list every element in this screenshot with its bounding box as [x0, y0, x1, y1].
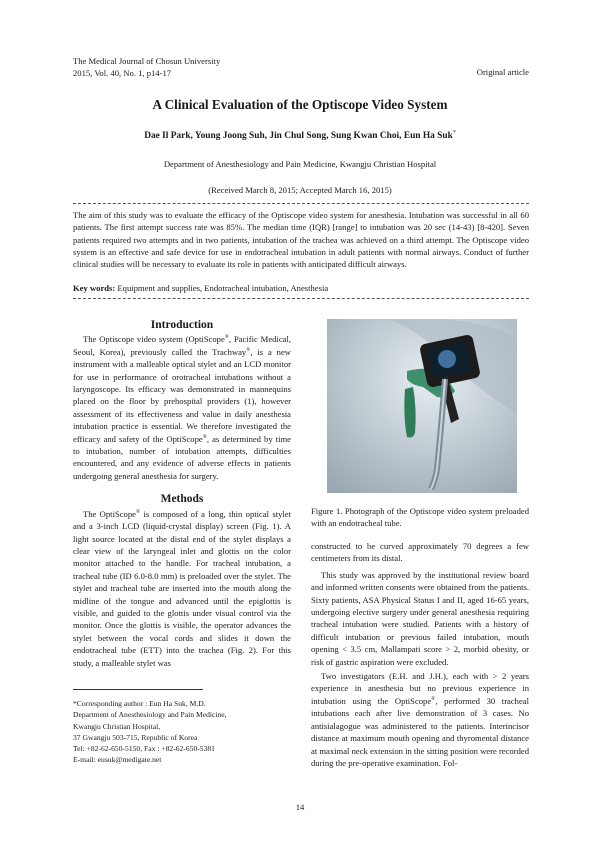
keywords	[73, 283, 529, 293]
intro-heading: Introduction	[150, 319, 214, 331]
abstract: The aim of this study was to evaluate the efficacy of the Optiscope video system for anesthesia. Intubation was successful in all 60 patients. The first attempt success rate was 85%. The median time (IQR) [range] to intubation was 20 sec (14-43) [8-420]. Seven patients required two attempts and in two patients, intubation of the trachea was achieved on a third attempt. The Optiscope video system is an effective and safe device for use in endotracheal intubation in adult patients with normal airways. Conduct of further clinical studies will be necessary to evaluate its role in patients with anticipated difficult airways.	[73, 210, 529, 270]
study-design-paragraph: This study was approved by the institutional review board and informed written consents were obtained from the patients. Sixty patients, ASA Physical Status I and II, aged 16-65 years, undergoing elective surgery under general anesthesia requiring tracheal intubation were studied. Patients with a history of difficult intubation or previous failed intubation, mouth opening < 3.5 cm, Mallampati score > 2, morbid obesity, or risk of gastric aspiration were excluded.	[311, 569, 529, 667]
journal-name: The Medical Journal of Chosun University	[73, 56, 221, 66]
authors-text: Dae Il Park, Young Joong Suh, Jin Chul Song, Sung Kwan Choi, Eun Ha Suk	[144, 131, 453, 142]
article-type: Original article	[476, 67, 529, 77]
affiliation: Department of Anesthesiology and Pain Medicine, Kwangju Christian Hospital	[163, 159, 437, 169]
keywords-text: Equipment and supplies, Endotracheal intubation, Anesthesia	[117, 283, 329, 293]
email: E-mail: eusuk@medigate.net	[73, 755, 162, 765]
corresponding-author-footnote: *Corresponding author : Eun Ha Suk, M.D. Department of Anesthesiology and Pain Medicine, Kwangju Christian Hospital, 37 Gwangju 503-715, Republic of Korea Tel: +82-62-650-5150, Fax : +82-62-650-5381 E-mail: eusuk@medigate.net	[73, 699, 227, 765]
methods-paragraph: The OptiScope® is composed of a long, thin optical stylet and a 3-inch LCD (liquid-crystal display) screen (Fig. 1). A light source located at the distal end of the stylet displays a clear view of the laryngeal inlet and glottis on the color monitor attached to the handle. For tracheal intubation, a tracheal tube (ID 6.0-8.0 mm) is preloaded over the stylet. The stylet and tracheal tube are inserted into the mouth along the midline of the tongue and advanced until the epiglottis is visible, and guided to the glottis under visual control via the monitor. Once the glottis is visible, the operator advances the stylet between the vocal cords and slides it down the endotracheal tube (ETT) into the trachea (Fig. 2). For this study, a malleable stylet was	[73, 508, 291, 668]
footnote-rule	[73, 689, 203, 690]
registered-mark: ®	[135, 508, 141, 515]
left-column	[73, 319, 291, 669]
registered-mark: ®	[246, 346, 251, 353]
abstract-top-rule	[73, 203, 529, 204]
abstract-bottom-rule	[73, 298, 529, 299]
author-list	[0, 130, 600, 141]
figure-1-photo	[327, 319, 517, 493]
paper-title: A Clinical Evaluation of the Optiscope Video System	[152, 97, 448, 112]
corresponding-mark: *	[452, 130, 456, 136]
journal-header	[73, 56, 220, 79]
methods-heading: Methods	[160, 493, 204, 506]
registered-mark: ®	[224, 334, 229, 341]
registered-mark: ®	[202, 433, 207, 440]
right-column	[311, 540, 529, 769]
investigators-paragraph: Two investigators (E.H. and J.H.), each with > 2 years experience in anesthesia but no previous experience in intubation using the OptiScope®, performed 30 tracheal intubations each after live demonstration of 3 cases. No antisialagogue was administered to the patients. Interincisor distance at maximum mouth opening and thyromental distance at maximal neck extension in the sitting position were recorded during the pre-operative examination. Fol-	[311, 671, 529, 768]
registered-mark: ®	[431, 696, 436, 703]
received-dates: (Received March 8, 2015; Accepted March 16, 2015)	[208, 185, 392, 195]
journal-citation: 2015, Vol. 40, No. 1, p14-17	[73, 67, 172, 78]
optiscope-photo-illustration	[327, 319, 517, 493]
intro-paragraph: The Optiscope video system (OptiScope®, Pacific Medical, Seoul, Korea), previously called the Trachway®, is a new instrument with a malleable optical stylet and an LCD monitor for use in performance of orotracheal intubations without a laryngoscope. Its efficacy was demonstrated in mannequins placed on the floor by prehospital providers (1), however assessment of its effectiveness and value in daily anesthesia intubation practice is essential. We therefore investigated the efficacy and safety of the OptiScope®, as determined by time to intubation, number of intubation attempts, difficulties encountered, and any evidence of adverse effects in patients undergoing general anesthesia for surgery.	[73, 334, 291, 481]
figure-1-caption: Figure 1. Photograph of the Optiscope video system preloaded with an endotracheal tube.	[311, 506, 529, 529]
keywords-label: Key words:	[73, 283, 116, 293]
methods-continued: constructed to be curved approximately 70 degrees a few centimeters from its distal.	[311, 541, 529, 564]
page-number: 14	[295, 802, 305, 812]
